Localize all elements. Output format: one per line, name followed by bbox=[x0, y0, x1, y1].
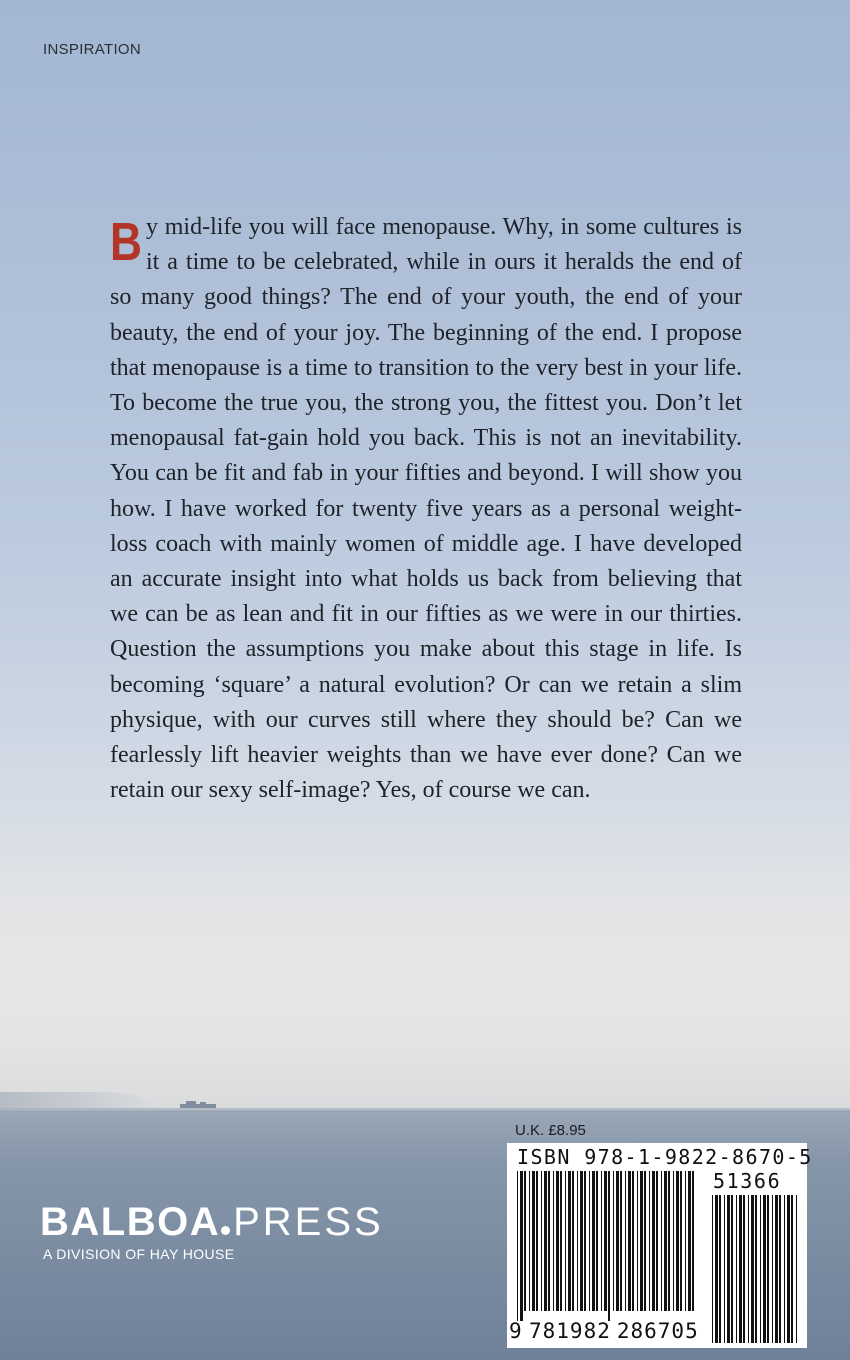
barcode-bar bbox=[628, 1171, 631, 1311]
ean-digits bbox=[509, 1319, 699, 1343]
barcode-bar bbox=[613, 1171, 614, 1311]
barcode-bar bbox=[760, 1195, 761, 1343]
blurb-text bbox=[110, 210, 742, 808]
barcode-bar bbox=[685, 1171, 686, 1311]
barcode-bar bbox=[632, 1171, 634, 1311]
barcode-bar bbox=[676, 1171, 679, 1311]
barcode-bar bbox=[772, 1195, 773, 1343]
barcode-bar bbox=[784, 1195, 785, 1343]
barcode-bar bbox=[787, 1195, 790, 1343]
barcode-bar bbox=[568, 1171, 571, 1311]
barcode-bar bbox=[664, 1171, 667, 1311]
barcode-bar bbox=[755, 1195, 757, 1343]
barcode-bar bbox=[524, 1171, 526, 1311]
barcode-bar bbox=[601, 1171, 602, 1311]
barcode-bar bbox=[791, 1195, 793, 1343]
barcode-bar bbox=[536, 1171, 538, 1311]
barcode-bar bbox=[577, 1171, 578, 1311]
barcode-bar bbox=[637, 1171, 638, 1311]
price-label: U.K. £8.95 bbox=[515, 1122, 586, 1139]
registered-mark-icon bbox=[221, 1226, 230, 1235]
isbn-label: ISBN 978-1-9822-8670-5 bbox=[517, 1145, 813, 1169]
publisher-subtitle: A DIVISION OF HAY HOUSE bbox=[43, 1246, 235, 1262]
barcode-bar bbox=[775, 1195, 778, 1343]
barcode-bar bbox=[739, 1195, 742, 1343]
barcode-bar bbox=[532, 1171, 535, 1311]
ean-first-digit: 9 bbox=[509, 1319, 522, 1343]
category-label: INSPIRATION bbox=[43, 41, 142, 58]
barcode-bar bbox=[608, 1171, 610, 1321]
barcode-bar bbox=[580, 1171, 583, 1311]
barcode-bar bbox=[743, 1195, 745, 1343]
ean-left-group: 781982 bbox=[529, 1319, 611, 1343]
ean-barcode-bars bbox=[517, 1171, 699, 1321]
barcode-bar bbox=[779, 1195, 781, 1343]
publisher-logo bbox=[40, 1198, 384, 1262]
barcode-bar bbox=[727, 1195, 730, 1343]
barcode-bar bbox=[731, 1195, 733, 1343]
barcode-bar bbox=[560, 1171, 562, 1311]
barcode-bar bbox=[649, 1171, 650, 1311]
barcode-bar bbox=[668, 1171, 670, 1311]
publisher-name-bold: BALBOA bbox=[40, 1200, 221, 1244]
barcode-bar bbox=[736, 1195, 737, 1343]
barcode-bar bbox=[652, 1171, 655, 1311]
barcode-bar bbox=[719, 1195, 721, 1343]
barcode-bar bbox=[767, 1195, 769, 1343]
barcode-bar bbox=[604, 1171, 607, 1311]
barcode-bar bbox=[644, 1171, 646, 1311]
barcode-bar bbox=[712, 1195, 713, 1343]
barcode-bar bbox=[763, 1195, 766, 1343]
barcode-bar bbox=[748, 1195, 749, 1343]
barcode-bar bbox=[796, 1195, 797, 1343]
ean-right-group: 286705 bbox=[616, 1319, 699, 1343]
publisher-name-light: PRESS bbox=[233, 1200, 384, 1244]
barcode-bar bbox=[517, 1171, 518, 1321]
barcode-bar bbox=[661, 1171, 662, 1311]
barcode-bar bbox=[751, 1195, 754, 1343]
barcode-bar bbox=[692, 1171, 694, 1311]
barcode-bar bbox=[548, 1171, 550, 1311]
blurb-body: y mid-life you will face menopause. Why, in some cultures is it a time to be celebrated, while in ours it heralds the end of so many good things? The end of your youth, the end of your beauty, the end of your joy. The beginning of the end. I propose that menopause is a time to transition to the very best in your life. To become the true you, the strong you, the fittest you. Don’t let menopausal fat-gain hold you back. This is not an inevitability. You can be fit and fab in your fifties and beyond. I will show you how. I have worked for twenty five years as a personal weight-loss coach with mainly women of middle age. I have developed an accurate insight into what holds us back from believing that we can be as lean and fit in our fifties as we were in our thirties. Question the assumptions you make about this stage in life. Is becoming ‘square’ a natural evolution? Or can we retain a slim physique, with our curves still where they should be? Can we fearlessly lift heavier weights than we have ever done? Can we retain our sexy self-image? Yes, of course we can. bbox=[110, 214, 742, 804]
barcode-bar bbox=[596, 1171, 598, 1311]
barcode-bar bbox=[673, 1171, 674, 1311]
isbn-barcode bbox=[507, 1143, 813, 1348]
horizon-line bbox=[0, 1108, 850, 1111]
barcode-bar bbox=[529, 1171, 530, 1311]
barcode-bar bbox=[553, 1171, 554, 1311]
barcode-bar bbox=[620, 1171, 622, 1311]
barcode-bar bbox=[589, 1171, 590, 1311]
barcode-bar bbox=[572, 1171, 574, 1311]
barcode-bar bbox=[656, 1171, 658, 1311]
barcode-bar bbox=[680, 1171, 682, 1311]
publisher-name bbox=[40, 1198, 384, 1246]
barcode-bar bbox=[520, 1171, 523, 1321]
barcode-bar bbox=[544, 1171, 547, 1311]
ship-silhouette bbox=[180, 1100, 216, 1109]
barcode-bar bbox=[584, 1171, 586, 1311]
barcode-bar bbox=[616, 1171, 619, 1311]
barcode-bar bbox=[715, 1195, 718, 1343]
drop-cap: B bbox=[110, 212, 142, 272]
barcode-bar bbox=[592, 1171, 595, 1311]
barcode-bar bbox=[541, 1171, 542, 1311]
barcode-bar bbox=[556, 1171, 559, 1311]
addon-barcode-bars bbox=[712, 1195, 800, 1343]
barcode-price-code: 51366 bbox=[713, 1169, 782, 1193]
barcode-bar bbox=[688, 1171, 691, 1311]
barcode-bar bbox=[724, 1195, 725, 1343]
barcode-bar bbox=[565, 1171, 566, 1311]
barcode-bar bbox=[640, 1171, 643, 1311]
barcode-bar bbox=[625, 1171, 626, 1311]
